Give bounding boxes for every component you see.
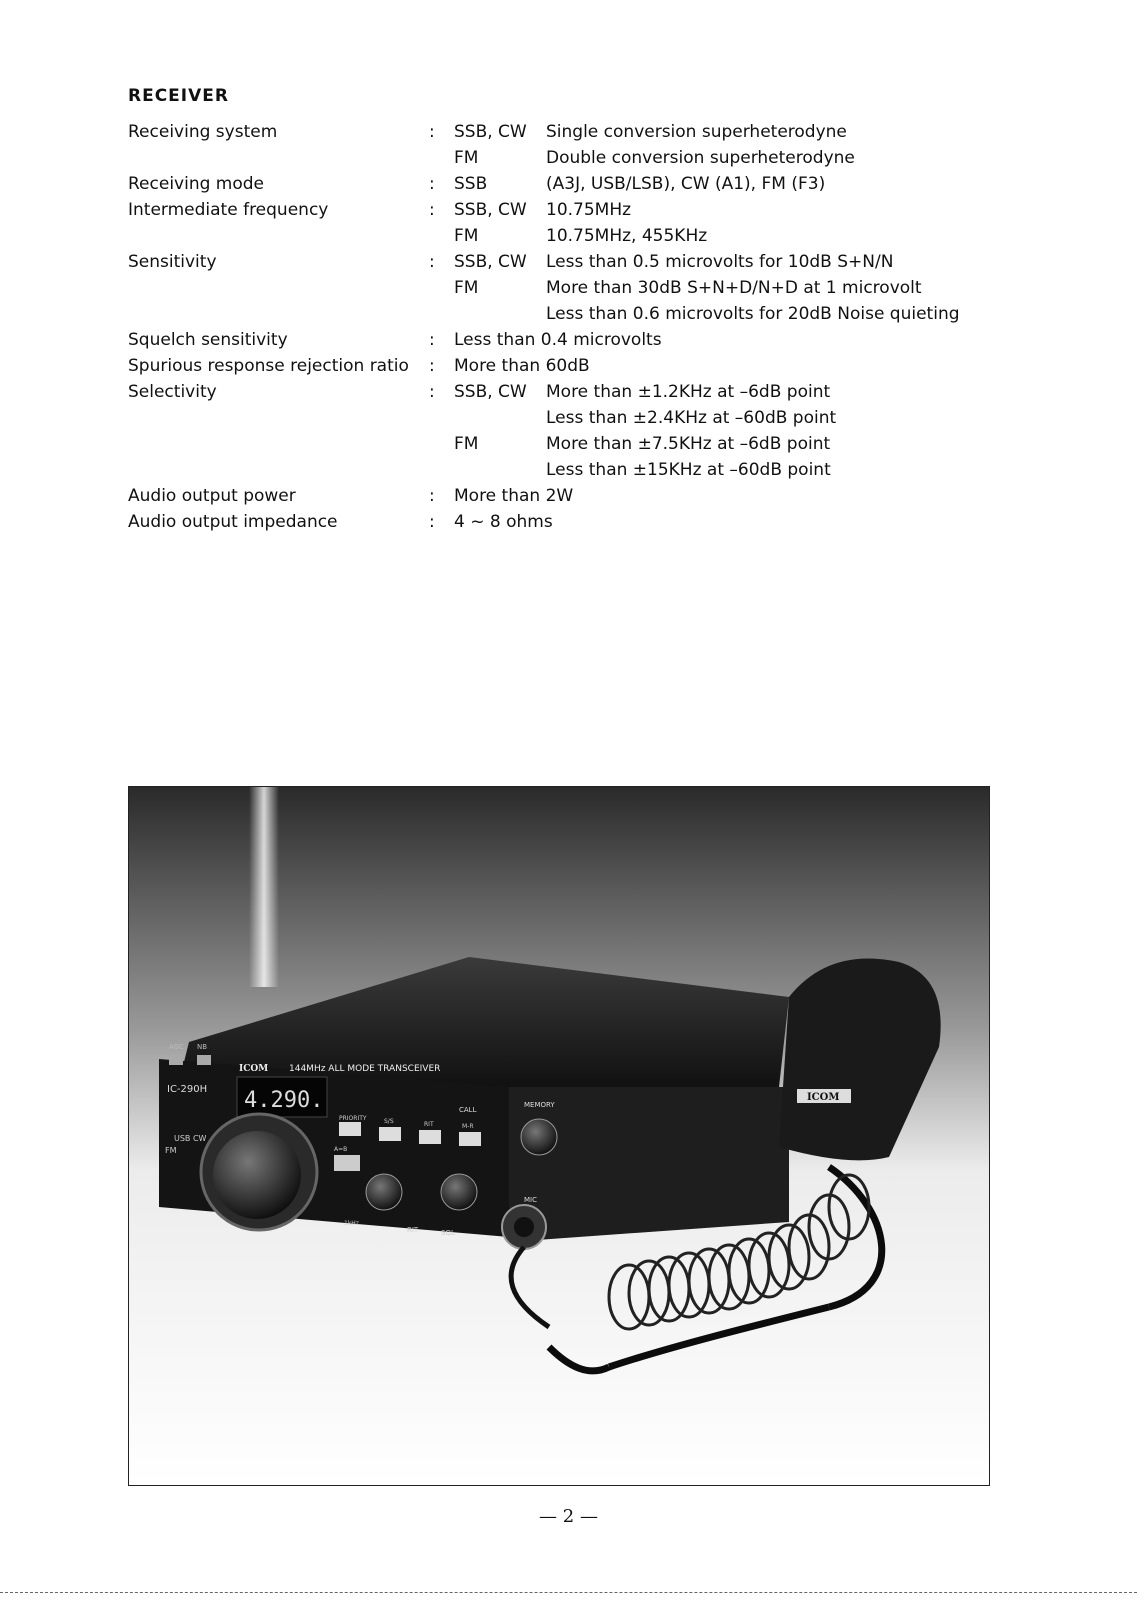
svg-text:ICOM: ICOM: [807, 1092, 840, 1103]
spec-value: More than ±1.2KHz at –6dB point: [546, 382, 831, 402]
spec-mode: FM: [454, 148, 479, 168]
spec-colon: :: [429, 122, 435, 142]
spec-colon: :: [429, 252, 435, 272]
svg-text:USB CW: USB CW: [174, 1134, 207, 1143]
spec-value: Less than ±15KHz at –60dB point: [546, 460, 831, 480]
spec-label: Sensitivity: [128, 252, 217, 272]
svg-text:A=B: A=B: [334, 1146, 348, 1153]
svg-text:1kHz: 1kHz: [344, 1220, 359, 1227]
svg-text:RIT: RIT: [407, 1226, 419, 1234]
svg-text:PRIORITY: PRIORITY: [339, 1115, 367, 1122]
spec-label: Spurious response rejection ratio: [128, 356, 409, 376]
spec-mode: SSB: [454, 174, 488, 194]
svg-text:144MHz ALL MODE TRANSCEIVER: 144MHz ALL MODE TRANSCEIVER: [289, 1064, 441, 1074]
spec-colon: :: [429, 174, 435, 194]
spec-value: 10.75MHz, 455KHz: [546, 226, 708, 246]
spec-colon: :: [429, 512, 435, 532]
svg-text:ICOM: ICOM: [239, 1064, 269, 1074]
spec-mode: FM: [454, 434, 479, 454]
svg-text:CALL: CALL: [459, 1106, 477, 1114]
spec-value: Less than 0.6 microvolts for 20dB Noise quieting: [546, 304, 960, 324]
svg-text:S/S: S/S: [384, 1118, 394, 1125]
svg-text:NB: NB: [197, 1043, 208, 1051]
transceiver-photo: [128, 786, 990, 1486]
spec-mode: FM: [454, 278, 479, 298]
page-number: — 2 —: [539, 1506, 598, 1527]
spec-colon: :: [429, 486, 435, 506]
spec-colon: :: [429, 382, 435, 402]
bottom-rule: [0, 1592, 1137, 1593]
svg-text:MEMORY: MEMORY: [524, 1101, 555, 1109]
svg-text:RIT: RIT: [424, 1121, 434, 1128]
spec-label: Audio output impedance: [128, 512, 338, 532]
spec-mode: SSB, CW: [454, 200, 527, 220]
svg-text:M-R: M-R: [462, 1123, 474, 1130]
spec-label: Squelch sensitivity: [128, 330, 288, 350]
spec-value: Less than 0.5 microvolts for 10dB S+N/N: [546, 252, 894, 272]
spec-value: More than 60dB: [454, 356, 590, 376]
spec-label: Receiving mode: [128, 174, 264, 194]
svg-text:AGC: AGC: [169, 1043, 184, 1051]
svg-text:SQL: SQL: [441, 1229, 455, 1237]
spec-mode: FM: [454, 226, 479, 246]
spec-label: Audio output power: [128, 486, 296, 506]
spec-colon: :: [429, 330, 435, 350]
spec-label: Selectivity: [128, 382, 217, 402]
spec-mode: SSB, CW: [454, 382, 527, 402]
spec-value: More than ±7.5KHz at –6dB point: [546, 434, 831, 454]
spec-value: More than 2W: [454, 486, 574, 506]
svg-text:MIC: MIC: [524, 1196, 537, 1204]
spec-value: Single conversion superheterodyne: [546, 122, 847, 142]
spec-value: Less than 0.4 microvolts: [454, 330, 662, 350]
spec-label: Receiving system: [128, 122, 278, 142]
spec-value: More than 30dB S+N+D/N+D at 1 microvolt: [546, 278, 922, 298]
spec-colon: :: [429, 200, 435, 220]
spec-value: 10.75MHz: [546, 200, 632, 220]
svg-text:FM: FM: [165, 1146, 177, 1155]
spec-value: (A3J, USB/LSB), CW (A1), FM (F3): [546, 174, 826, 194]
transceiver-illustration: [129, 787, 989, 1485]
spec-label: Intermediate frequency: [128, 200, 329, 220]
spec-value: Less than ±2.4KHz at –60dB point: [546, 408, 837, 428]
spec-value: Double conversion superheterodyne: [546, 148, 855, 168]
spec-mode: SSB, CW: [454, 122, 527, 142]
svg-text:IC-290H: IC-290H: [167, 1084, 208, 1095]
spec-mode: SSB, CW: [454, 252, 527, 272]
spec-colon: :: [429, 356, 435, 376]
spec-value: 4 ~ 8 ohms: [454, 512, 553, 532]
section-title: RECEIVER: [128, 86, 229, 106]
svg-text:4.290.: 4.290.: [244, 1088, 324, 1113]
